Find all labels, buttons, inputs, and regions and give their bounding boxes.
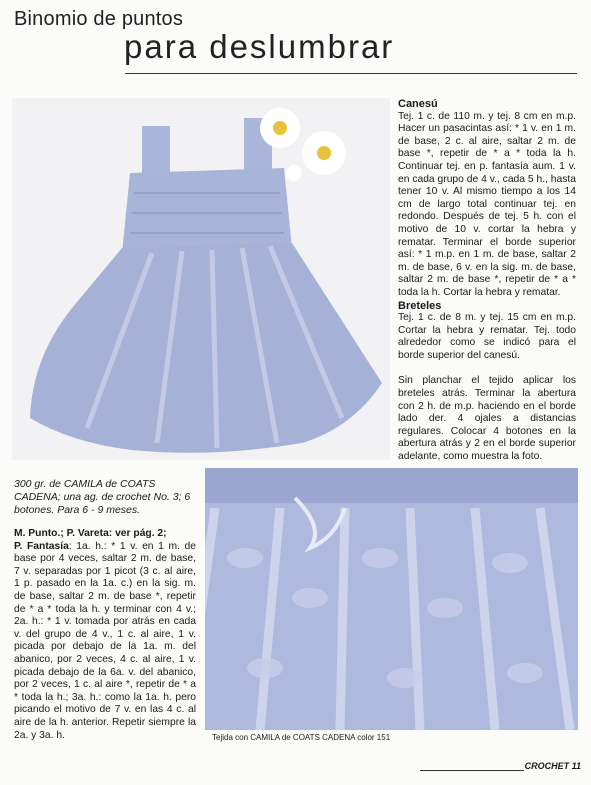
- title-rule: [125, 73, 577, 74]
- stitches-line1: M. Punto.; P. Vareta: ver pág. 2;: [14, 528, 167, 539]
- dress-photo: [12, 98, 390, 460]
- page-folio: CROCHET 11: [524, 761, 581, 771]
- materials-text: 300 gr. de CAMILA de COATS CADENA; una ag. de crochet No. 3; 6 botones. Para 6 - 9 meses.: [14, 478, 191, 516]
- finishing-text: Sin planchar el tejido aplicar los breteles atrás. Terminar la abertura con 2 h. de m.p. haciendo en el borde lado der. 4 ojales a distancias regulares. Colocar 4 botones en la abertura atrás y 2 en el borde superior adelante, como muestra la foto.: [398, 375, 576, 463]
- instructions-right-column: [398, 98, 576, 464]
- title-line-2: para deslumbrar: [124, 28, 395, 65]
- closeup-illustration: [205, 468, 578, 730]
- folio-rule: [420, 770, 524, 771]
- fantasia-text: : 1a. h.: * 1 v. en 1 m. de base por 4 veces, saltar 2 m. de base, 7 v. separadas por 1 picot (3 c. al aire, 1 p. pasado en la 1a. c.) en la sig. m. de base, saltar 2 m. de base *, repetir de * a * toda la h. y terminar con 4 v.; 2a. h.: * 1 v. tomada por atrás en cada v. del grupo de 4 v., 1 c. al aire, 1 v. picada por debajo de la 1a. m. del abanico, por 2 veces, 4 c. al aire, 1 v. picada debajo de la 6a. v. del abanico, por 2 veces, 1 c. al aire *, repetir de * a * toda la h.; 3a. h.: como la 1a. h. pero picando el motivo de 7 v. en las 4 c. al aire de la h. anterior. Repetir siempre la 2a. y 3a. h.: [14, 540, 196, 741]
- dress-illustration: [12, 98, 390, 460]
- breteles-text: Tej. 1 c. de 8 m. y tej. 15 cm en m.p. Cortar la hebra y rematar. Tej. todo alrededor como se indicó para el borde superior del canesú.: [398, 312, 576, 361]
- canesu-text: Tej. 1 c. de 110 m. y tej. 8 cm en m.p. Hacer un pasacintas así: * 1 v. en 1 m. de base, 2 c. al aire, saltar 2 m. de base *, repetir de * a * toda la h. Continuar tej. en p. fantasía aum. 1 v. en cada grupo de 4 v., cada 5 h., hasta tener 10 v. Al mismo tiempo a los 14 cm de largo total continuar tej. en redondo. Después de tej. 5 h. con el motivo de 10 v. cortar la hebra y rematar. Terminar el borde superior así: * 1 m.p. en 1 m. de base, saltar 2 m. de base, 6 v. en la sig. m. de base, saltar 2 m. de base *, repetir de * a * toda la h. Cortar la hebra y rematar.: [398, 110, 576, 298]
- photo-caption: Tejida con CAMILA de COATS CADENA color 151: [212, 733, 391, 742]
- stitches-column: [14, 528, 196, 742]
- fantasia-label: P. Fantasía: [14, 540, 69, 552]
- stitch-closeup-photo: [205, 468, 578, 730]
- title-line-1: Binomio de puntos: [14, 8, 184, 30]
- breteles-heading: Breteles: [398, 299, 442, 312]
- canesu-heading: Canesú: [398, 98, 438, 110]
